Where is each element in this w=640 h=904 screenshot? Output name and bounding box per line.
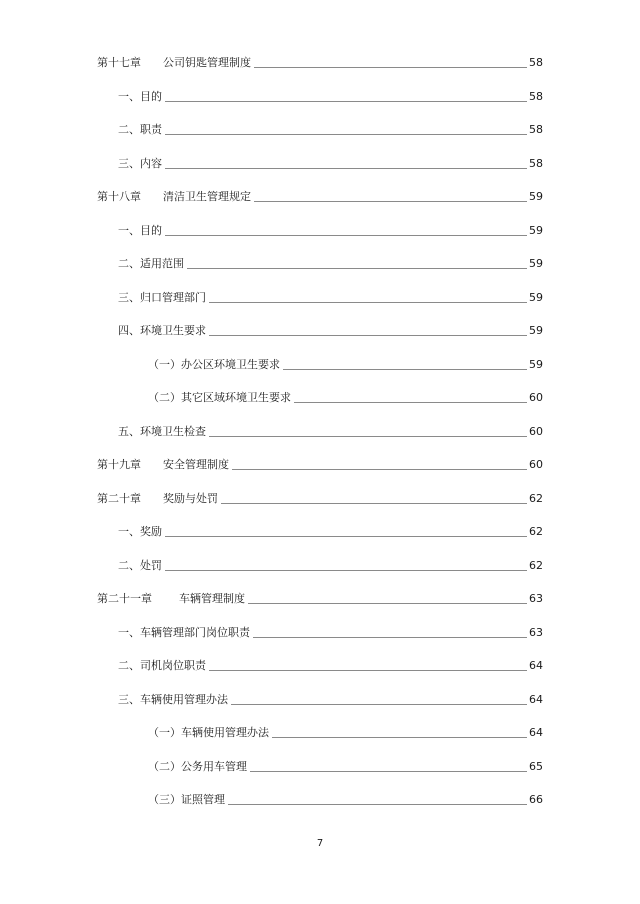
toc-page-number: 59 xyxy=(529,290,543,304)
toc-leader-line xyxy=(294,402,527,403)
toc-leader-line xyxy=(209,302,527,303)
toc-entry[interactable] xyxy=(118,218,543,238)
toc-page-number: 62 xyxy=(529,491,543,505)
toc-entry-title: 三、归口管理部门 xyxy=(118,290,206,304)
toc-page-number: 60 xyxy=(529,424,543,438)
toc-entry[interactable] xyxy=(118,84,543,104)
toc-entry-title: 一、车辆管理部门岗位职责 xyxy=(118,625,250,639)
toc-entry-title: 一、奖励 xyxy=(118,525,162,538)
toc-entry[interactable] xyxy=(118,251,543,271)
toc-leader-line xyxy=(165,235,527,236)
toc-entry[interactable] xyxy=(97,452,543,472)
toc-page-number: 64 xyxy=(529,692,543,706)
toc-entry-title: 二、职责 xyxy=(118,123,162,136)
toc-entry[interactable] xyxy=(118,151,543,171)
toc-entry[interactable] xyxy=(148,754,543,774)
toc-page-number: 59 xyxy=(529,190,543,203)
toc-entry-title: （一）车辆使用管理办法 xyxy=(148,726,269,739)
toc-entry[interactable] xyxy=(118,318,543,338)
toc-entry-title: （二）公务用车管理 xyxy=(148,759,247,773)
toc-chapter-number: 第二十一章 xyxy=(97,592,152,605)
toc-leader-line xyxy=(165,168,527,169)
toc-entry[interactable] xyxy=(118,519,543,539)
toc-chapter-number: 第十七章 xyxy=(97,56,141,69)
toc-entry-title: 安全管理制度 xyxy=(163,458,229,471)
toc-page-number: 62 xyxy=(529,558,543,572)
toc-entry[interactable] xyxy=(148,352,543,372)
toc-entry-title: 奖励与处罚 xyxy=(163,491,218,505)
toc-entry[interactable] xyxy=(148,787,543,807)
toc-leader-line xyxy=(187,268,527,269)
toc-leader-line xyxy=(253,637,527,638)
toc-page-number: 58 xyxy=(529,56,543,69)
toc-leader-line xyxy=(250,771,527,772)
toc-page-number: 66 xyxy=(529,793,543,806)
toc-entry-title: 二、司机岗位职责 xyxy=(118,659,206,672)
toc-entry-title: 一、目的 xyxy=(118,223,162,237)
toc-leader-line xyxy=(209,335,527,336)
toc-entry-title: 五、环境卫生检查 xyxy=(118,424,206,438)
toc-entry[interactable] xyxy=(118,653,543,673)
toc-entry[interactable] xyxy=(118,419,543,439)
toc-entry[interactable] xyxy=(97,184,543,204)
toc-page-number: 59 xyxy=(529,357,543,371)
toc-page-number: 59 xyxy=(529,223,543,237)
toc-leader-line xyxy=(209,436,527,437)
toc-entry-title: 四、环境卫生要求 xyxy=(118,324,206,337)
toc-entry-title: 三、车辆使用管理办法 xyxy=(118,692,228,706)
toc-entry-title: 二、适用范围 xyxy=(118,257,184,270)
toc-page-number: 60 xyxy=(529,391,543,404)
toc-entry[interactable] xyxy=(118,620,543,640)
toc-page-number: 65 xyxy=(529,759,543,773)
toc-leader-line xyxy=(254,67,527,68)
toc-chapter-number: 第二十章 xyxy=(97,491,141,505)
toc-entry-title: 三、内容 xyxy=(118,156,162,170)
toc-page-number: 59 xyxy=(529,324,543,337)
toc-page-number: 63 xyxy=(529,625,543,639)
toc-leader-line xyxy=(231,704,527,705)
toc-entry[interactable] xyxy=(118,117,543,137)
toc-page-number: 60 xyxy=(529,458,543,471)
toc-page-number: 58 xyxy=(529,89,543,103)
toc-leader-line xyxy=(272,737,527,738)
toc-leader-line xyxy=(165,536,527,537)
page-number: 7 xyxy=(316,838,324,849)
toc-page-number: 58 xyxy=(529,156,543,170)
toc-chapter-number: 第十九章 xyxy=(97,458,141,471)
toc-leader-line xyxy=(209,670,527,671)
toc-entry-title: 车辆管理制度 xyxy=(179,592,245,605)
toc-page-number: 62 xyxy=(529,525,543,538)
toc-leader-line xyxy=(165,570,527,571)
toc-page-number: 64 xyxy=(529,659,543,672)
toc-entry-title: 一、目的 xyxy=(118,89,162,103)
toc-page-number: 59 xyxy=(529,257,543,270)
toc-leader-line xyxy=(232,469,527,470)
toc-entry[interactable] xyxy=(118,285,543,305)
toc-page-number: 58 xyxy=(529,123,543,136)
toc-entry-title: 二、处罚 xyxy=(118,558,162,572)
toc-entry-title: 清洁卫生管理规定 xyxy=(163,190,251,203)
toc-entry[interactable] xyxy=(148,720,543,740)
toc-entry[interactable] xyxy=(97,50,543,70)
toc-leader-line xyxy=(165,134,527,135)
toc-entry-title: （一）办公区环境卫生要求 xyxy=(148,357,280,371)
toc-entry[interactable] xyxy=(148,385,543,405)
toc-leader-line xyxy=(221,503,527,504)
toc-entry[interactable] xyxy=(118,687,543,707)
toc-leader-line xyxy=(228,804,527,805)
toc-leader-line xyxy=(254,201,527,202)
toc-entry-title: （二）其它区域环境卫生要求 xyxy=(148,391,291,404)
toc-leader-line xyxy=(165,101,527,102)
toc-entry[interactable] xyxy=(97,486,543,506)
toc-leader-line xyxy=(248,603,527,604)
toc-entry[interactable] xyxy=(97,586,543,606)
toc-entry[interactable] xyxy=(118,553,543,573)
toc-page-number: 63 xyxy=(529,592,543,605)
toc-chapter-number: 第十八章 xyxy=(97,190,141,203)
toc-leader-line xyxy=(283,369,527,370)
toc-entry-title: （三）证照管理 xyxy=(148,793,225,806)
toc-page-number: 64 xyxy=(529,726,543,739)
toc-entry-title: 公司钥匙管理制度 xyxy=(163,56,251,69)
